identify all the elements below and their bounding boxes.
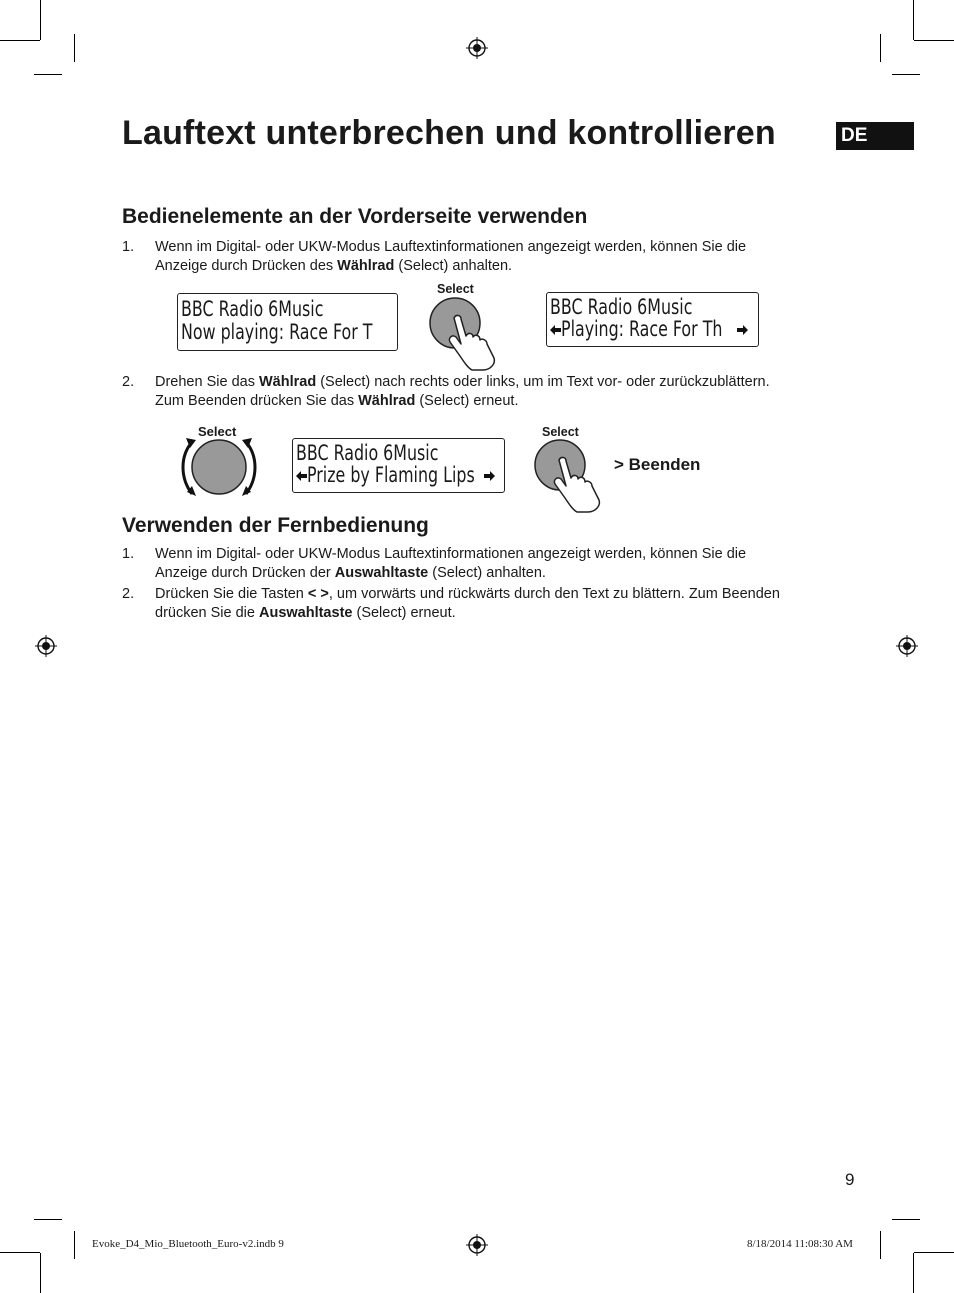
lcd-display-scroll-control: [292, 438, 505, 493]
dial-select-label: Select: [198, 424, 237, 439]
lcd-line-2: Playing: Race For Th: [561, 317, 723, 341]
arrow-left-icon: [550, 324, 561, 336]
step-number: 1.: [122, 239, 135, 255]
footer-filename: Evoke_D4_Mio_Bluetooth_Euro-v2.indb 9: [92, 1238, 284, 1250]
registration-mark-icon: [896, 635, 918, 657]
end-label: > Beenden: [614, 455, 701, 474]
step-number: 1.: [122, 546, 135, 562]
lcd-line-2: Prize by Flaming Lips: [307, 463, 475, 487]
step-text: Wenn im Digital- oder UKW-Modus Lauftextinformationen angezeigt werden, können Sie die Anzeige durch Drücken der Auswahltaste (Select) anhalten.: [155, 546, 747, 581]
section-heading-remote: Verwenden der Fernbedienung: [122, 514, 429, 537]
step-text: Wenn im Digital- oder UKW-Modus Lauftextinformationen angezeigt werden, können Sie die Anzeige durch Drücken des Wählrad (Select) anhalten.: [155, 239, 747, 274]
page-number: 9: [845, 1170, 855, 1189]
step-text: Drücken Sie die Tasten < >, um vorwärts und rückwärts durch den Text zu blättern. Zum Beenden drücken Sie die Auswahltaste (Select) erneut.: [155, 586, 780, 621]
lcd-line-1: BBC Radio 6Music: [550, 295, 693, 319]
step-number: 2.: [122, 586, 135, 602]
page-title: Lauftext unterbrechen und kontrollieren: [122, 114, 776, 152]
lcd-line-2: Now playing: Race For T: [181, 320, 373, 344]
dial-knob-icon: [192, 440, 246, 494]
section-heading-front-controls: Bedienelemente an der Vorderseite verwenden: [122, 205, 588, 228]
select-button-press: [533, 438, 607, 514]
step-text: Drehen Sie das Wählrad (Select) nach rechts oder links, um im Text vor- oder zurückzublättern. Zum Beenden drücken Sie das Wählrad (Select) erneut.: [155, 374, 770, 409]
select-label: Select: [542, 425, 579, 439]
select-label: Select: [437, 282, 474, 296]
arrow-left-icon: [296, 470, 307, 482]
registration-mark-icon: [466, 1234, 488, 1256]
registration-mark-icon: [466, 37, 488, 59]
lcd-line-1: BBC Radio 6Music: [296, 441, 439, 465]
lcd-display-paused: [546, 292, 759, 347]
rotary-dial-turn: [178, 436, 260, 498]
arrow-right-icon: [484, 470, 495, 482]
arrow-right-icon: [737, 324, 748, 336]
select-button-press: [428, 296, 502, 372]
lcd-display-scrolling: [177, 293, 398, 351]
lcd-line-1: BBC Radio 6Music: [181, 297, 324, 321]
footer-timestamp: 8/18/2014 11:08:30 AM: [747, 1238, 853, 1250]
language-badge: DE: [836, 122, 914, 150]
registration-mark-icon: [35, 635, 57, 657]
step-number: 2.: [122, 374, 135, 390]
